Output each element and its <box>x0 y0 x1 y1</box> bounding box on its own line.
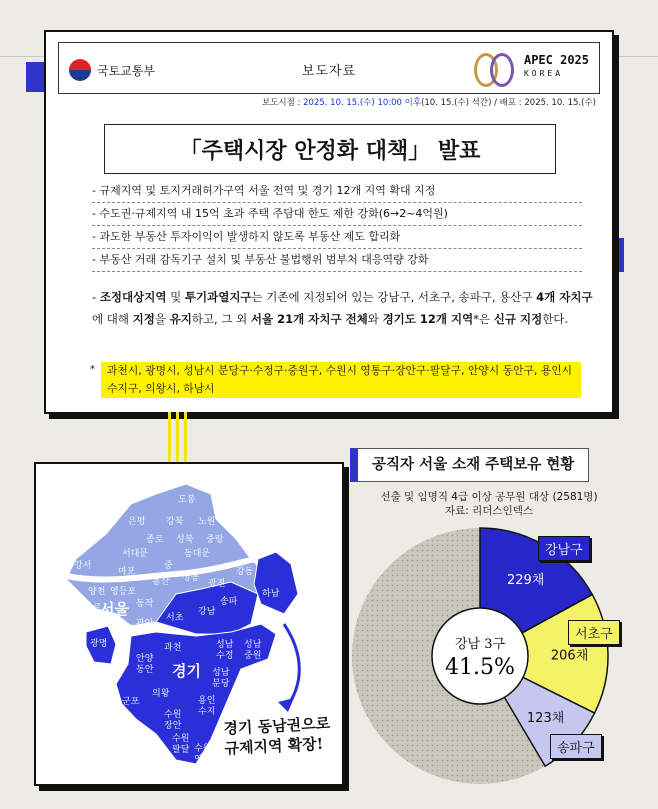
hanam-region <box>254 552 298 614</box>
legend-tag-gangnam: 강남구 <box>538 536 590 561</box>
map-callout: 경기 동남권으로 규제지역 확장! <box>223 714 331 758</box>
apec-emblem-icon <box>474 51 518 83</box>
embargo-line: 보도시점 : 2025. 10. 15.(수) 10:00 이후(10. 15.(수) 석간) / 배포 : 2025. 10. 15.(수) <box>262 98 596 108</box>
headline: 「주택시장 안정화 대책」 발표 <box>104 124 556 174</box>
apec-logo <box>474 51 589 83</box>
chart-source: 자료: 리더스인덱스 <box>444 505 534 517</box>
footnote-highlighted: 과천시, 광명시, 성남시 분당구·수정구·중원구, 수원시 영통구·장안구·팔달구, 안양시 동안구, 용인시 수지구, 의왕시, 하남시 <box>101 362 581 398</box>
gyeonggi-label: 경기 <box>172 662 201 680</box>
doc-type: 보도자료 <box>301 64 357 79</box>
release-header <box>58 42 600 94</box>
bullet-item: - 부동산 거래 감독기구 설치 및 부동산 불법행위 범부처 대응역량 강화 <box>92 249 582 272</box>
bullet-item: - 수도권·규제지역 내 15억 초과 주택 주담대 한도 제한 강화(6→2~4억원) <box>92 203 582 226</box>
apec-title: APEC 2025 <box>523 53 589 67</box>
designation-paragraph: - 조정대상지역 및 투기과열지구는 기존에 지정되어 있는 강남구, 서초구, 송파구, 용산구 4개 자치구에 대해 지정을 유지하고, 그 외 서울 21개 자치구 전체와 경기도 12개 지역*은 신규 지정한다. <box>92 290 593 326</box>
slice-value-label: 206채 <box>550 648 589 664</box>
bullet-item: - 과도한 부동산 투자이익이 발생하지 않도록 부동산 제도 합리화 <box>92 226 582 249</box>
connector-line <box>176 412 179 462</box>
summary-bullets <box>92 180 582 272</box>
chart-title: 공직자 서울 소재 주택보유 현황 <box>350 448 589 482</box>
center-label: 강남 3구 <box>454 637 506 652</box>
slice-value-label: 229채 <box>506 572 545 588</box>
slice-value-label: 123채 <box>526 711 565 727</box>
center-value: 41.5% <box>445 655 515 680</box>
bullet-item: - 규제지역 및 토지거래허가구역 서울 전역 및 경기 12개 지역 확대 지정 <box>92 180 582 203</box>
arrowhead-icon <box>278 698 294 712</box>
connector-line <box>168 412 171 462</box>
regulation-map: 도봉 은평 강북 노원 종로 성북 중랑 서대문 동대문 강서 마포 중 용산 성동 광진 강동 양천 영등포 동작 구로 서초 강남 송파 금천 관악 하남 광명 과천 성남 수정 성남 중원 성남 분당 안양 동안 의왕 용인 수지 수원 장안 수원 팔달 수원 영통 군포 서울 경기 경기 동남권으로 규제지역 확장! <box>34 462 344 786</box>
press-release-card <box>44 30 614 414</box>
legend-tag-seocho: 서초구 <box>568 620 620 645</box>
ministry-name: 국토교통부 <box>97 63 155 78</box>
footnote: * 과천시, 광명시, 성남시 분당구·수정구·중원구, 수원시 영통구·장안구·팔달구, 안양시 동안구, 용인시 수지구, 의왕시, 하남시 <box>90 362 581 398</box>
connector-line <box>184 412 187 462</box>
legend-tag-songpa: 송파구 <box>550 734 602 759</box>
apec-subtitle: KOREA <box>523 69 564 78</box>
seoul-label: 서울 <box>100 600 129 618</box>
callout-arrow <box>284 624 299 708</box>
chart-subtitle: 선출 및 임명직 4급 이상 공무원 대상 (2581명) 자료: 리더스인덱스 <box>354 490 624 518</box>
